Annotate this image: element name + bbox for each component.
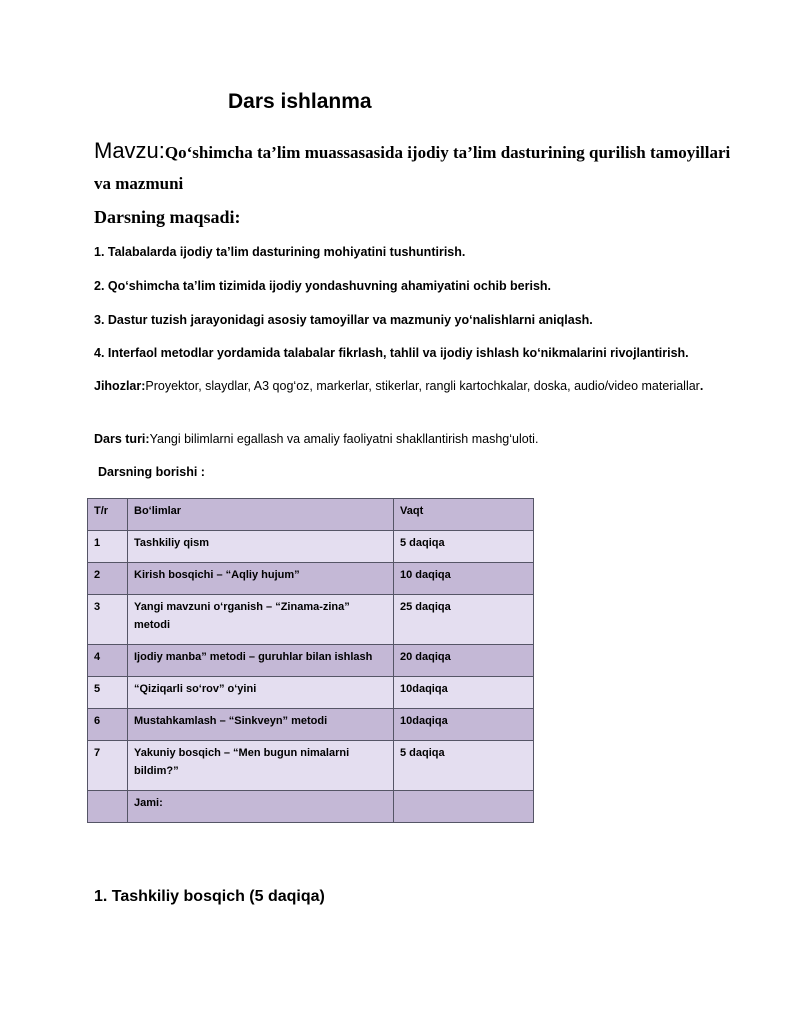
table-header-row	[88, 499, 534, 531]
table-cell: Ijodiy manba” metodi – guruhlar bilan ishlash	[128, 645, 394, 677]
table-cell: “Qiziqarli so‘rov” o‘yini	[128, 677, 394, 709]
table-cell: 4	[88, 645, 128, 677]
equipment-end: .	[699, 379, 704, 393]
equipment	[94, 377, 714, 396]
table-cell: 3	[88, 595, 128, 645]
table-total-row	[88, 791, 534, 823]
lesson-progress-heading: Darsning borishi :	[98, 465, 205, 479]
equipment-label: Jihozlar:	[94, 379, 146, 393]
topic	[94, 136, 734, 200]
table-cell: 20 daqiqa	[394, 645, 534, 677]
table-cell: Yangi mavzuni o‘rganish – “Zinama-zina” metodi	[128, 595, 394, 645]
table-cell: 10daqiqa	[394, 677, 534, 709]
table-cell: 1	[88, 531, 128, 563]
table-cell: 25 daqiqa	[394, 595, 534, 645]
table-cell: 5 daqiqa	[394, 531, 534, 563]
table-row	[88, 595, 534, 645]
goal-item: 1. Talabalarda ijodiy ta’lim dasturining mohiyatini tushuntirish.	[94, 245, 466, 259]
table-cell: 5	[88, 677, 128, 709]
table-cell: 10daqiqa	[394, 709, 534, 741]
table-row	[88, 645, 534, 677]
header-cell: T/r	[88, 499, 128, 531]
header-cell: Vaqt	[394, 499, 534, 531]
table-cell: 5 daqiqa	[394, 741, 534, 791]
section-heading: 1. Tashkiliy bosqich (5 daqiqa)	[94, 888, 325, 905]
lesson-type	[94, 430, 714, 449]
lesson-type-label: Dars turi:	[94, 432, 150, 446]
header-cell: Bo‘limlar	[128, 499, 394, 531]
table-cell: Mustahkamlash – “Sinkveyn” metodi	[128, 709, 394, 741]
goals-heading: Darsning maqsadi:	[94, 207, 241, 227]
table-cell	[88, 791, 128, 823]
goal-item: 3. Dastur tuzish jarayonidagi asosiy tamoyillar va mazmuniy yo‘nalishlarni aniqlash.	[94, 313, 593, 327]
table-row	[88, 709, 534, 741]
table-cell: Jami:	[128, 791, 394, 823]
document-title: Dars ishlanma	[228, 90, 372, 113]
table-row	[88, 741, 534, 791]
table-cell: 10 daqiqa	[394, 563, 534, 595]
table-cell: Tashkiliy qism	[128, 531, 394, 563]
equipment-text: Proyektor, slaydlar, A3 qog‘oz, markerlar, stikerlar, rangli kartochkalar, doska, audio/video materiallar	[145, 379, 700, 393]
table-cell	[394, 791, 534, 823]
goal-item: 2. Qo‘shimcha ta’lim tizimida ijodiy yondashuvning ahamiyatini ochib berish.	[94, 279, 552, 293]
table-cell: 7	[88, 741, 128, 791]
table-cell: 2	[88, 563, 128, 595]
table-cell: Yakuniy bosqich – “Men bugun nimalarni bildim?”	[128, 741, 394, 791]
table-row	[88, 563, 534, 595]
goal-item: 4. Interfaol metodlar yordamida talabalar fikrlash, tahlil va ijodiy ishlash ko‘nikmalarini rivojlantirish.	[94, 346, 689, 360]
lesson-plan-table	[87, 498, 534, 823]
topic-label: Mavzu:	[94, 138, 165, 163]
table-row	[88, 531, 534, 563]
table-row	[88, 677, 534, 709]
table-cell: Kirish bosqichi – “Aqliy hujum”	[128, 563, 394, 595]
lesson-type-text: Yangi bilimlarni egallash va amaliy faoliyatni shakllantirish mashg‘uloti.	[149, 432, 539, 446]
table-cell: 6	[88, 709, 128, 741]
topic-text: Qo‘shimcha ta’lim muassasasida ijodiy ta’lim dasturining qurilish tamoyillari va mazmuni	[94, 143, 731, 193]
